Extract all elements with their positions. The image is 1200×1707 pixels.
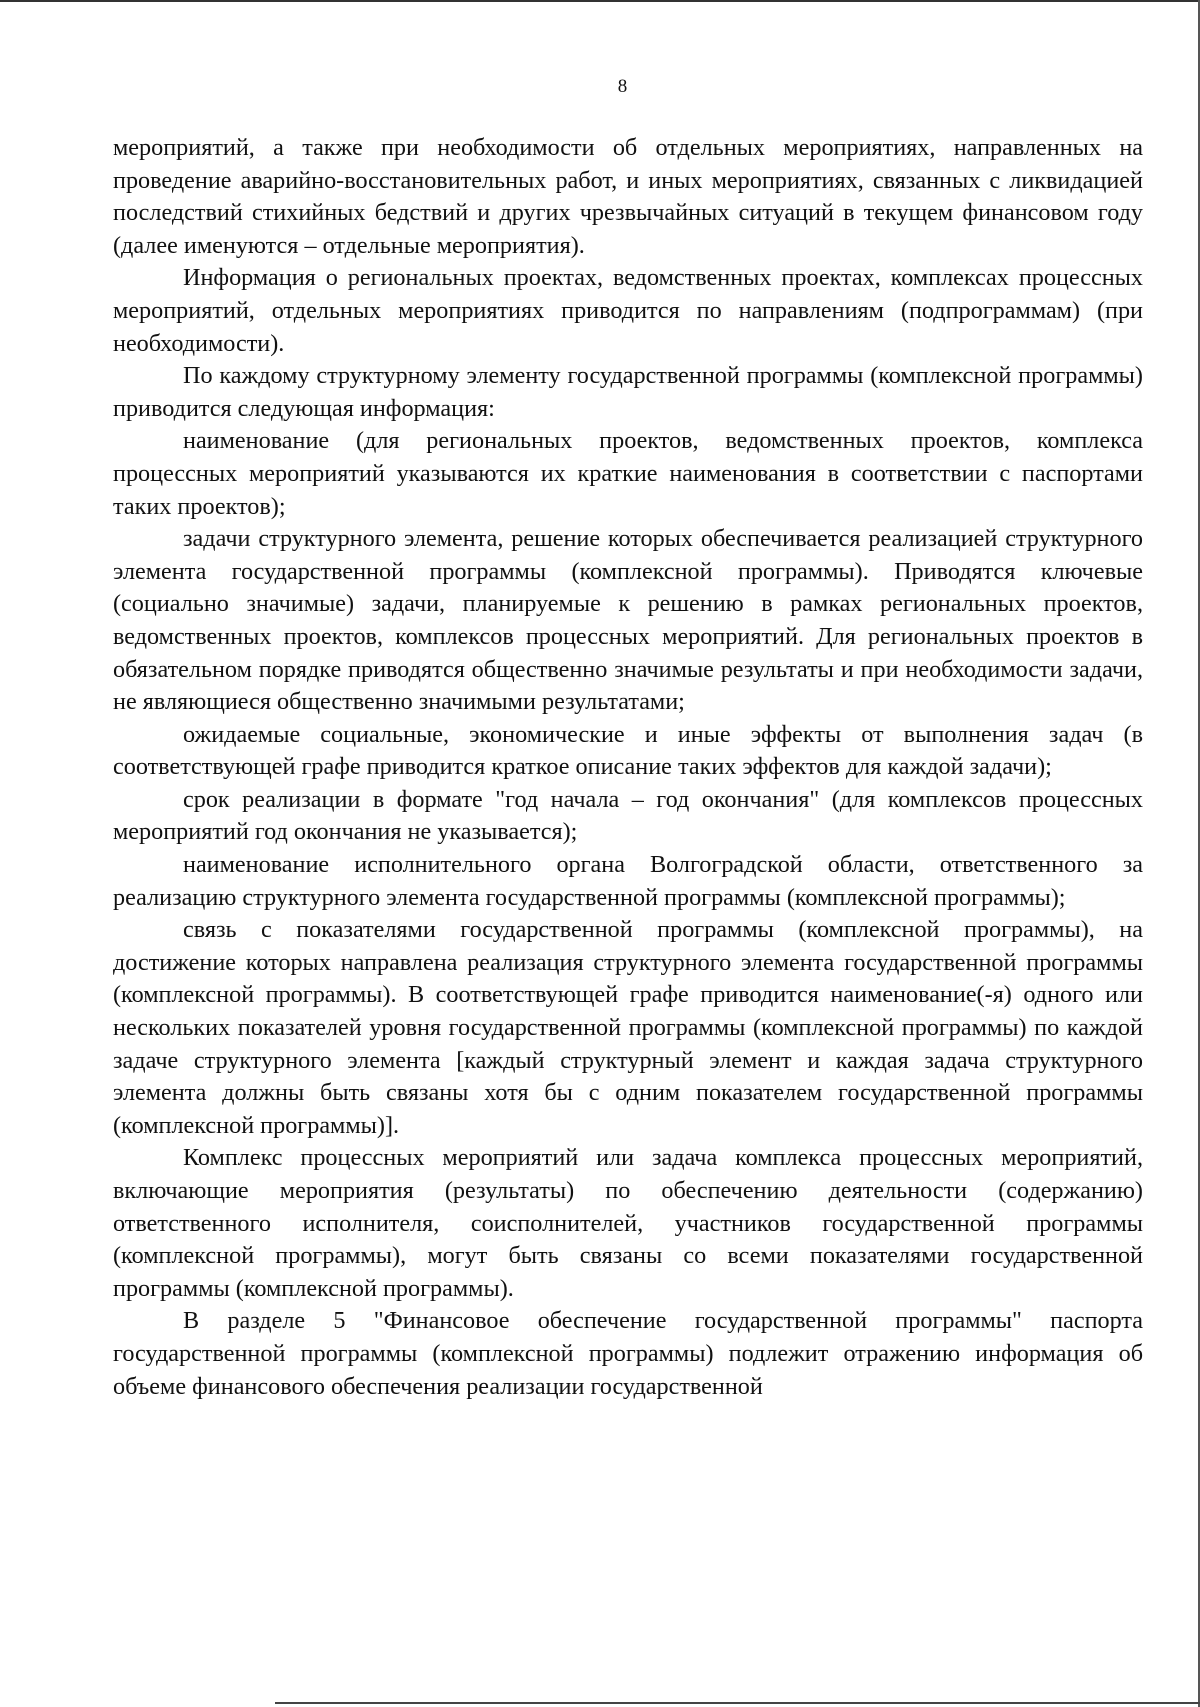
paragraph: срок реализации в формате "год начала – год окончания" (для комплексов процессных мероприятий год окончания не указывается); bbox=[113, 785, 1143, 846]
document-body bbox=[113, 132, 1143, 1403]
page-number: 8 bbox=[617, 76, 628, 97]
paragraph-continuation: мероприятий, а также при необходимости об отдельных мероприятиях, направленных на проведение аварийно-восстановительных работ, и иных мероприятиях, связанных с ликвидацией последствий стихийных бедствий и других чрезвычайных ситуаций в текущем финансовом году (далее именуются – отдельные мероприятия). bbox=[113, 134, 1143, 259]
paragraph: связь с показателями государственной программы (комплексной программы), на достижение которых направлена реализация структурного элемента государственной программы (комплексной программы). В соответствующей графе приводится наименование(-я) одного или нескольких показателей уровня государственной программы (комплексной программы) по каждой задаче структурного элемента [каждый структурный элемент и каждая задача структурного элемента должны быть связаны хотя бы с одним показателем государственной программы (комплексной программы)]. bbox=[113, 916, 1143, 1139]
paragraph-continues: В разделе 5 "Финансовое обеспечение государственной программы" паспорта государственной программы (комплексной программы) подлежит отражению информация об объеме финансового обеспечения реализации государственной bbox=[113, 1307, 1143, 1400]
paragraph: задачи структурного элемента, решение которых обеспечивается реализацией структурного элемента государственной программы (комплексной программы). Приводятся ключевые (социально значимые) задачи, планируемые к решению в рамках региональных проектов, ведомственных проектов, комплексов процессных мероприятий. Для региональных проектов в обязательном порядке приводятся общественно значимые результаты и при необходимости задачи, не являющиеся общественно значимыми результатами; bbox=[113, 525, 1143, 716]
paragraph: По каждому структурному элементу государственной программы (комплексной программы) приводится следующая информация: bbox=[113, 362, 1143, 422]
paragraph: Информация о региональных проектах, ведомственных проектах, комплексах процессных мероприятий, отдельных мероприятиях приводится по направлениям (подпрограммам) (при необходимости). bbox=[113, 264, 1143, 357]
scan-edge-bottom bbox=[275, 1702, 1200, 1704]
scan-edge-top bbox=[0, 0, 1200, 2]
paragraph: Комплекс процессных мероприятий или задача комплекса процессных мероприятий, включающие мероприятия (результаты) по обеспечению деятельности (содержанию) ответственного исполнителя, соисполнителей, участников государственной программы (комплексной программы), могут быть связаны со всеми показателями государственной программы (комплексной программы). bbox=[113, 1144, 1143, 1302]
paragraph: наименование исполнительного органа Волгоградской области, ответственного за реализацию структурного элемента государственной программы (комплексной программы); bbox=[113, 851, 1143, 911]
paragraph: ожидаемые социальные, экономические и иные эффекты от выполнения задач (в соответствующей графе приводится краткое описание таких эффектов для каждой задачи); bbox=[113, 720, 1143, 781]
paragraph: наименование (для региональных проектов, ведомственных проектов, комплекса процессных мероприятий указываются их краткие наименования в соответствии с паспортами таких проектов); bbox=[113, 427, 1143, 520]
